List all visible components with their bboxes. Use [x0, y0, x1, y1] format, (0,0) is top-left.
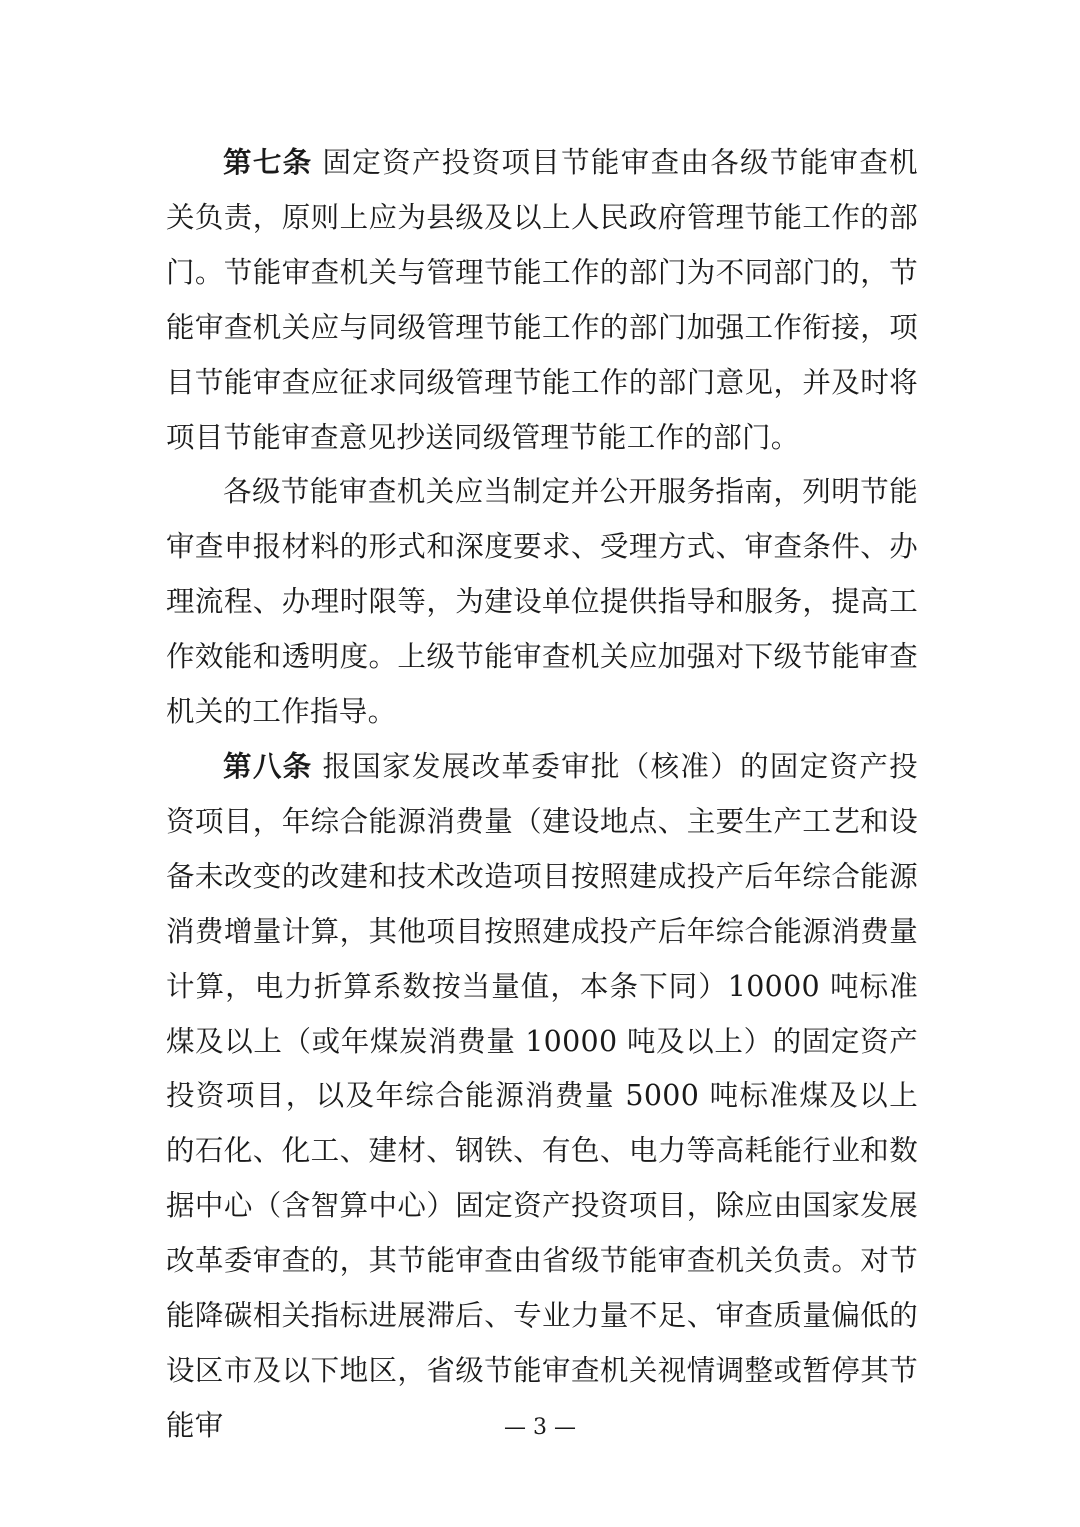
- page-number: — 3 —: [504, 1415, 576, 1440]
- article-7-second-text: 各级节能审查机关应当制定并公开服务指南，列明节能审查申报材料的形式和深度要求、受理方式、审查条件、办理流程、办理时限等，为建设单位提供指导和服务，提高工作效能和透明度。上级节能审查机关应加强对下级节能审查机关的工作指导。: [166, 475, 918, 729]
- article-8-text: 报国家发展改革委审批（核准）的固定资产投资项目，年综合能源消费量（建设地点、主要生产工艺和设备未改变的改建和技术改造项目按照建成投产后年综合能源消费增量计算，其他项目按照建成投产后年综合能源消费量计算，电力折算系数按当量值，本条下同）10000 吨标准煤及以上（或年煤炭消费量 10000 吨及以上）的固定资产投资项目，以及年综合能源消费量 5000 吨标准煤及以上的石化、化工、建材、钢铁、有色、电力等高耗能行业和数据中心（含智算中心）固定资产投资项目，除应由国家发展改革委审查的，其节能审查由省级节能审查机关负责。对节能降碳相关指标进展滞后、专业力量不足、审查质量偏低的设区市及以下地区，省级节能审查机关视情调整或暂停其节能审: [166, 749, 918, 1442]
- article-8-paragraph: [166, 740, 918, 1454]
- article-7-text: 固定资产投资项目节能审查由各级节能审查机关负责，原则上应为县级及以上人民政府管理节能工作的部门。节能审查机关与管理节能工作的部门为不同部门的，节能审查机关应与同级管理节能工作的部门加强工作衔接，项目节能审查应征求同级管理节能工作的部门意见，并及时将项目节能审查意见抄送同级管理节能工作的部门。: [166, 146, 918, 454]
- article-7-heading: 第七条: [223, 146, 313, 179]
- article-8-heading: 第八条: [223, 749, 313, 783]
- article-7-paragraph: [166, 136, 918, 465]
- document-body: [166, 136, 918, 1454]
- article-7-second-paragraph: [166, 465, 918, 740]
